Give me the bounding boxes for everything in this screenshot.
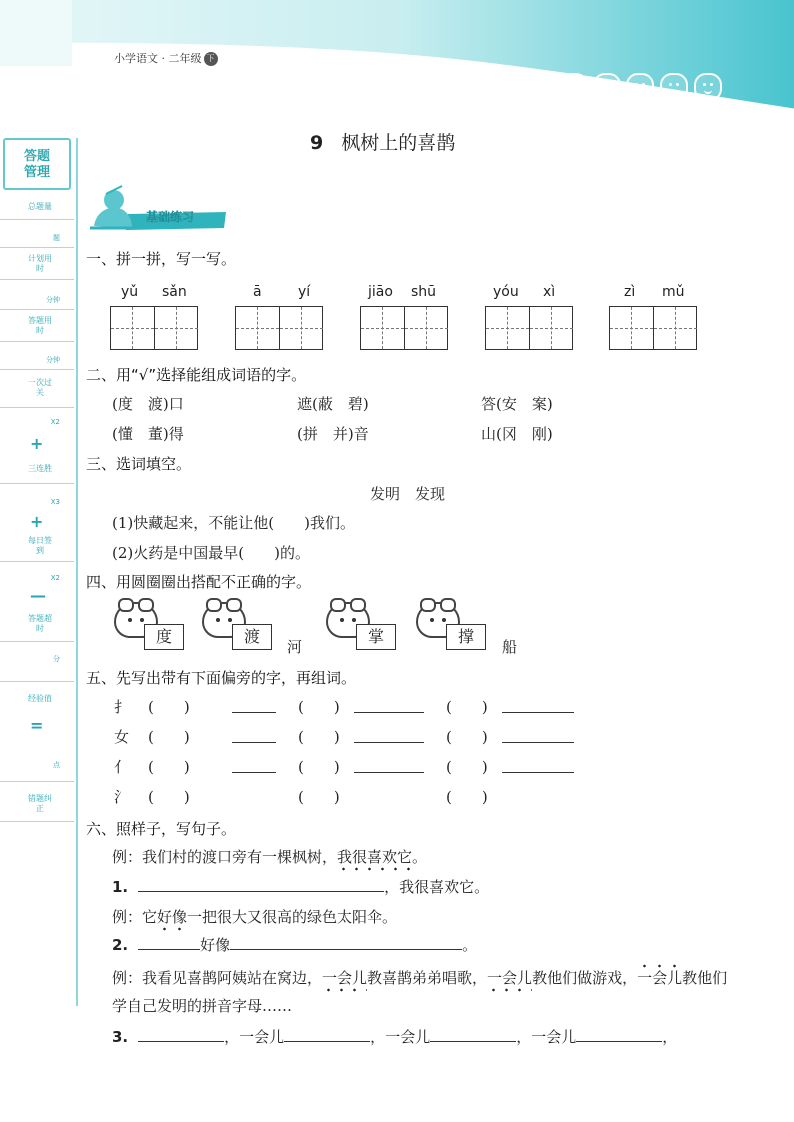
sidebar-cell-plan-unit: 分钟: [0, 280, 74, 310]
word-blank[interactable]: [502, 698, 574, 713]
pinyin: yí: [298, 284, 311, 300]
paired-word-river: 河: [287, 638, 303, 656]
answer-blank[interactable]: [138, 935, 200, 950]
smiley-icon: [660, 73, 688, 101]
sidebar-cell-streak: X2 + 三连胜: [0, 408, 74, 484]
radical: 扌: [114, 698, 130, 716]
choice-item[interactable]: (懂 董)得: [112, 425, 184, 443]
banner-label: 基础练习: [146, 210, 195, 224]
smiley-icon: [626, 73, 654, 101]
word-blank[interactable]: [232, 698, 276, 713]
emphasis-dots: 一会儿: [322, 969, 367, 993]
radical-row: [114, 696, 584, 726]
sidebar-cell-checkin: X3 + 每日签到: [0, 484, 74, 562]
word-blank[interactable]: [354, 758, 424, 773]
writing-grid[interactable]: [110, 306, 198, 350]
pinyin: yǔ: [121, 284, 139, 300]
lesson-title: 9 枫树上的喜鹊: [310, 132, 456, 154]
question-1: 1. ，我很喜欢它。: [112, 878, 490, 896]
smiley-icon: [593, 73, 621, 101]
choice-item[interactable]: (拼 并)音: [297, 425, 369, 443]
answer-blank[interactable]: [230, 935, 462, 950]
char-card[interactable]: 渡: [232, 624, 272, 650]
writing-grid[interactable]: [235, 306, 323, 350]
sidebar-cell-correction: 错题纠正: [0, 782, 74, 822]
char-slot[interactable]: ( ): [446, 728, 488, 746]
sidebar-cell-answer-time: 答题用时: [0, 310, 74, 342]
char-slot[interactable]: ( ): [148, 698, 190, 716]
char-slot[interactable]: ( ): [148, 758, 190, 776]
book-title: 小学语文 · 二年级 下册: [114, 50, 218, 66]
word-blank[interactable]: [354, 698, 424, 713]
sidebar-heading: 答题 管理: [3, 138, 71, 190]
answer-blank[interactable]: [576, 1027, 662, 1042]
char-card[interactable]: 撑: [446, 624, 486, 650]
sidebar-cell-plan-time: 计划用时: [0, 248, 74, 280]
section-1-title: 一、拼一拼，写一写。: [86, 250, 237, 268]
radical: 亻: [114, 758, 130, 776]
pinyin: ā: [253, 284, 262, 300]
section-5-title: 五、先写出带有下面偏旁的字，再组词。: [86, 669, 357, 687]
radical: 氵: [114, 788, 130, 806]
question-3: 3. ，一会儿 ，一会儿 ，一会儿 ，: [112, 1028, 678, 1046]
example-sentence-1: 例：我们村的渡口旁有一棵枫树，我很喜欢它。: [112, 846, 427, 867]
writing-grid[interactable]: [360, 306, 448, 350]
word-blank[interactable]: [502, 728, 574, 743]
sidebar-cell-exp: 经验值 = 点: [0, 682, 74, 782]
emphasis-dots: 一会儿: [487, 969, 532, 993]
char-slot[interactable]: ( ): [298, 728, 340, 746]
pinyin: mǔ: [662, 284, 685, 300]
pinyin: jiāo: [368, 284, 393, 300]
word-options: 发明 发现: [370, 485, 446, 503]
emphasis-dots: 我很喜欢它: [337, 848, 412, 872]
answer-blank[interactable]: [430, 1027, 516, 1042]
paired-word-boat: 船: [502, 638, 518, 656]
char-slot[interactable]: ( ): [298, 788, 340, 806]
radical-row: [114, 756, 584, 786]
sidebar-cell-answer-unit: 分钟: [0, 342, 74, 370]
smiley-icon: [694, 73, 722, 101]
volume-badge: 下册: [204, 52, 218, 66]
example-sentence-3: 例：我看见喜鹊阿姨站在窝边，一会儿教喜鹊弟弟唱歌，一会儿教他们做游戏，一会儿教他们学自己发明的拼音字母……: [112, 964, 732, 1020]
char-slot[interactable]: ( ): [446, 698, 488, 716]
answer-blank[interactable]: [284, 1027, 370, 1042]
char-card[interactable]: 度: [144, 624, 184, 650]
section-2-title: 二、用“√”选择能组成词语的字。: [86, 366, 307, 384]
char-slot[interactable]: ( ): [148, 788, 190, 806]
word-blank[interactable]: [502, 758, 574, 773]
choice-item[interactable]: 答(安 案): [481, 395, 553, 413]
sidebar-cell-one-pass: 一次过关: [0, 370, 74, 408]
section-3-title: 三、选词填空。: [86, 455, 192, 473]
pinyin: shū: [411, 284, 437, 300]
char-slot[interactable]: ( ): [298, 698, 340, 716]
example-sentence-2: 例：它好像一把很大又很高的绿色太阳伞。: [112, 906, 397, 927]
answer-blank[interactable]: [138, 877, 384, 892]
choice-item[interactable]: (度 渡)口: [112, 395, 184, 413]
pinyin: sǎn: [162, 284, 187, 300]
radical: 女: [114, 728, 130, 746]
smiley-icon: [560, 73, 588, 101]
answer-blank[interactable]: [138, 1027, 224, 1042]
pinyin: yóu: [493, 284, 519, 300]
answer-management-sidebar: [0, 138, 78, 1006]
char-card[interactable]: 掌: [356, 624, 396, 650]
fill-question-1[interactable]: (1)快藏起来，不能让他( )我们。: [112, 514, 355, 532]
section-6-title: 六、照样子，写句子。: [86, 820, 237, 838]
char-slot[interactable]: ( ): [446, 758, 488, 776]
question-2: 2. 好像 。: [112, 936, 478, 954]
word-blank[interactable]: [354, 728, 424, 743]
section-4-title: 四、用圆圈圈出搭配不正确的字。: [86, 573, 312, 591]
word-blank[interactable]: [232, 758, 276, 773]
pinyin: xì: [543, 284, 556, 300]
emphasis-dots: 一会儿: [637, 963, 682, 987]
sidebar-cell-overtime-unit: 分: [0, 642, 74, 682]
choice-item[interactable]: 山(冈 刚): [481, 425, 553, 443]
sidebar-cell-overtime: X2 — 答题超时: [0, 562, 74, 642]
writing-grid[interactable]: [609, 306, 697, 350]
radical-row: [114, 726, 584, 756]
fill-question-2[interactable]: (2)火药是中国最早( )的。: [112, 544, 310, 562]
word-blank[interactable]: [232, 728, 276, 743]
char-slot[interactable]: ( ): [446, 788, 488, 806]
choice-item[interactable]: 遮(蔽 碧): [297, 395, 369, 413]
radical-row: [114, 786, 584, 816]
sidebar-cell-total-unit: 题: [0, 220, 74, 248]
emphasis-dots: 好像: [157, 908, 187, 932]
writing-grid[interactable]: [485, 306, 573, 350]
radical-table: [114, 696, 584, 816]
char-slot[interactable]: ( ): [148, 728, 190, 746]
pinyin: zì: [624, 284, 636, 300]
char-slot[interactable]: ( ): [298, 758, 340, 776]
sidebar-cell-total: 总题量: [0, 194, 74, 220]
